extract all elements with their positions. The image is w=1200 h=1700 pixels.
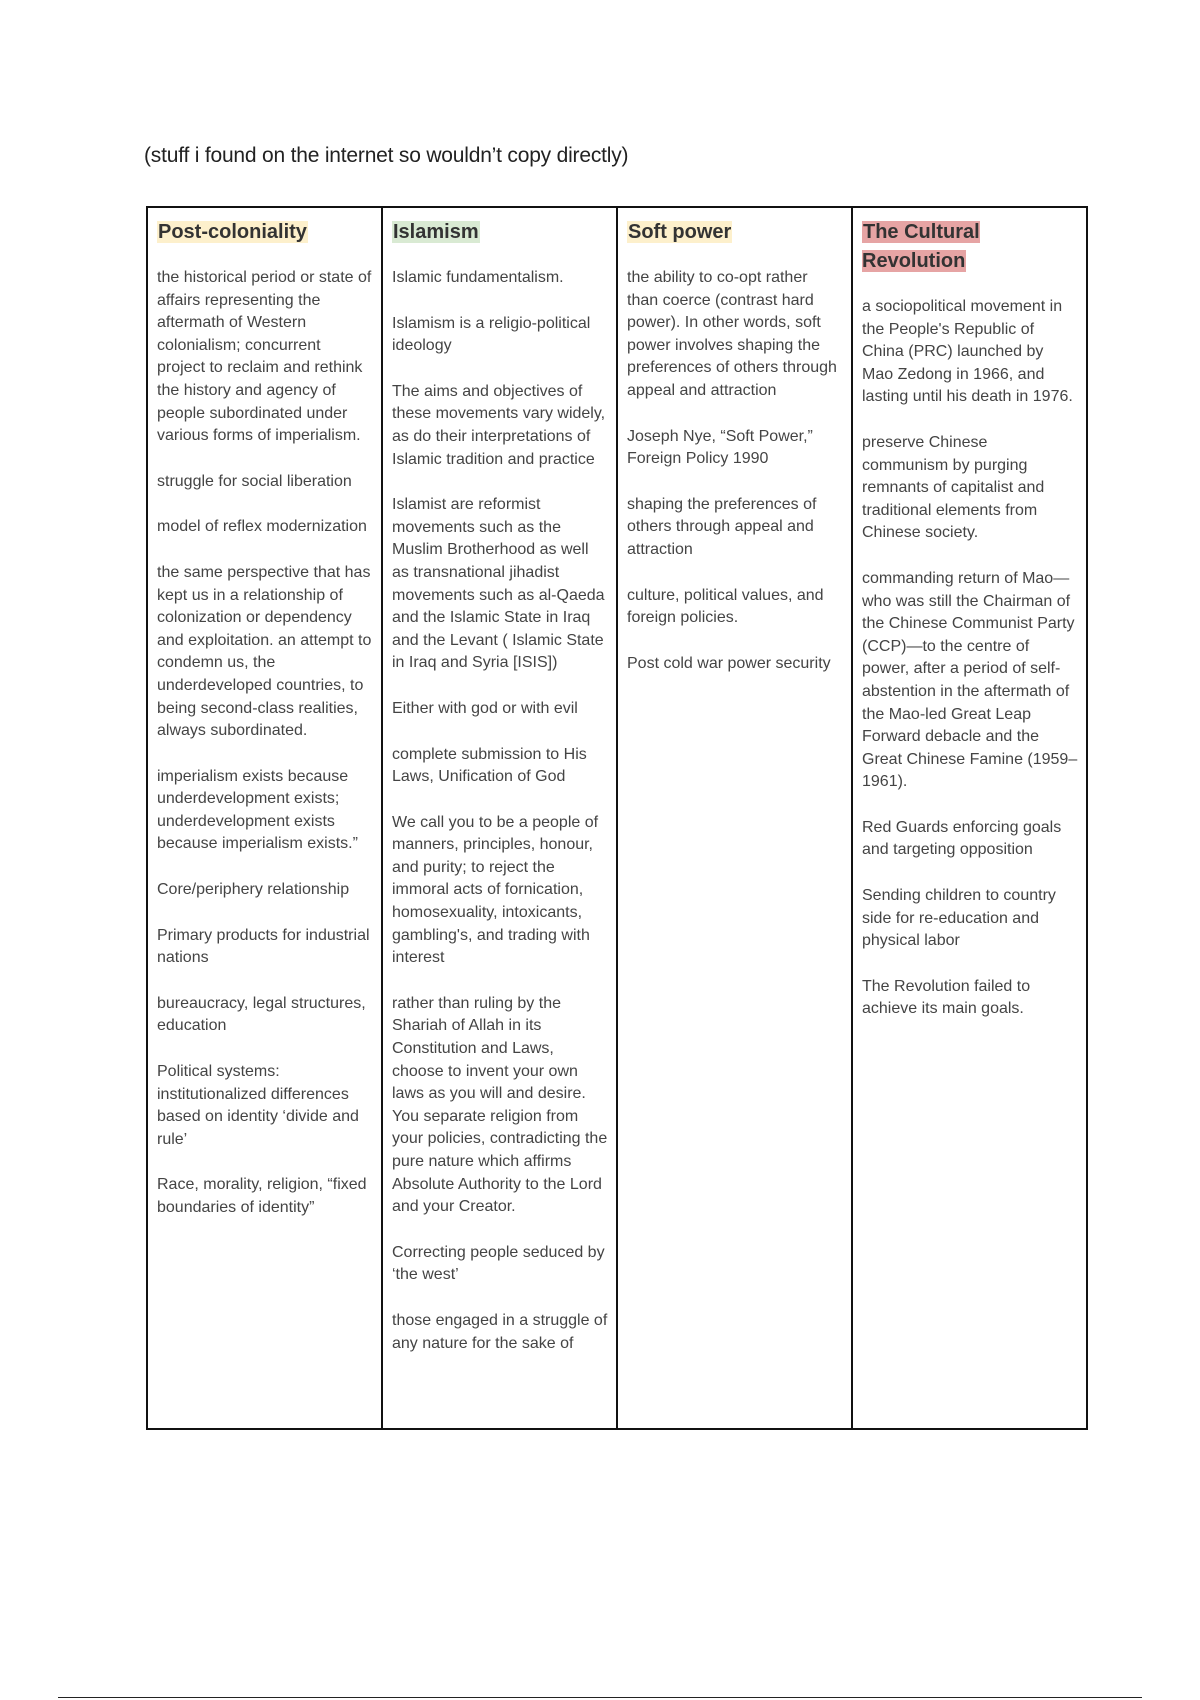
note-item: We call you to be a people of manners, principles, honour, and purity; to reject the immoral acts of fornication, homosexuality, intoxicants, gambling's, and trading with interest bbox=[392, 813, 599, 967]
notes-list bbox=[157, 267, 373, 1220]
note-item: bureaucracy, legal structures, education bbox=[157, 994, 366, 1035]
note-item: model of reflex modernization bbox=[157, 518, 367, 536]
page-bottom-rule bbox=[58, 1697, 1142, 1698]
note-item: a sociopolitical movement in the People's Republic of China (PRC) launched by Mao Zedong in 1966, and lasting until his death in 1976. bbox=[862, 298, 1073, 406]
note-item: The Revolution failed to achieve its main goals. bbox=[862, 977, 1031, 1018]
note-item: Joseph Nye, “Soft Power,” Foreign Policy 1990 bbox=[627, 427, 813, 468]
notes-list bbox=[627, 267, 843, 675]
note-item: shaping the preferences of others through appeal and attraction bbox=[627, 495, 817, 558]
note-item: commanding return of Mao—who was still the Chairman of the Chinese Communist Party (CCP)—to the centre of power, after a period of self-abstention in the aftermath of the Mao-led Great Leap Forward debacle and the Great Chinese Famine (1959–1961). bbox=[862, 569, 1078, 791]
note-item: imperialism exists because underdevelopment exists; underdevelopment exists because imperialism exists.” bbox=[157, 767, 358, 853]
column-title-soft-power: Soft power bbox=[628, 221, 732, 243]
column-title-islamism: Islamism bbox=[393, 221, 479, 243]
column-title-cultural-revolution: The Cultural Revolution bbox=[862, 221, 980, 272]
column-cultural-revolution bbox=[852, 207, 1087, 1429]
note-item: Core/periphery relationship bbox=[157, 881, 350, 899]
note-item: The aims and objectives of these movements vary widely, as do their interpretations of Islamic tradition and practice bbox=[392, 382, 606, 468]
note-item: Correcting people seduced by ‘the west’ bbox=[392, 1243, 605, 1284]
note-item: Political systems: institutionalized differences based on identity ‘divide and rule’ bbox=[157, 1063, 359, 1148]
notes-list bbox=[392, 267, 608, 1355]
column-soft-power bbox=[617, 207, 852, 1429]
note-item: the historical period or state of affairs representing the aftermath of Western colonialism; concurrent project to reclaim and rethink the history and agency of people subordinated under various forms of imperialism. bbox=[157, 269, 372, 445]
note-item: Islamist are reformist movements such as the Muslim Brotherhood as well as transnational jihadist movements such as al-Qaeda and the Islamic State in Iraq and the Levant ( Islamic State in Iraq and Syria [ISIS]) bbox=[392, 496, 605, 672]
column-islamism bbox=[382, 207, 617, 1429]
note-item: those engaged in a struggle of any nature for the sake of bbox=[392, 1311, 608, 1352]
note-item: the same perspective that has kept us in a relationship of colonization or dependency and exploitation. an attempt to condemn us, the underdeveloped countries, to being second-class realities, always subordinated. bbox=[157, 563, 372, 740]
table-row bbox=[147, 207, 1087, 1429]
note-item: struggle for social liberation bbox=[157, 472, 352, 490]
note-item: complete submission to His Laws, Unification of God bbox=[392, 745, 587, 786]
note-item: Islamic fundamentalism. bbox=[392, 269, 564, 286]
column-post-coloniality bbox=[147, 207, 382, 1429]
note-item: preserve Chinese communism by purging remnants of capitalist and traditional elements from Chinese society. bbox=[862, 433, 1045, 542]
note-item: rather than ruling by the Shariah of Allah in its Constitution and Laws, choose to invent your own laws as you will and desire. You separate religion from your policies, contradicting the pure nature which affirms Absolute Authority to the Lord and your Creator. bbox=[392, 994, 608, 1216]
note-item: the ability to co-opt rather than coerce (contrast hard power). In other words, soft power involves shaping the preferences of others through appeal and attraction bbox=[627, 269, 837, 399]
intro-note: (stuff i found on the internet so wouldn’t copy directly) bbox=[144, 144, 629, 167]
note-item: Red Guards enforcing goals and targeting opposition bbox=[862, 818, 1062, 859]
note-item: Sending children to country side for re-education and physical labor bbox=[862, 887, 1056, 950]
note-item: Primary products for industrial nations bbox=[157, 926, 370, 967]
note-item: Race, morality, religion, “fixed boundaries of identity” bbox=[157, 1176, 367, 1216]
note-item: Post cold war power security bbox=[627, 654, 831, 672]
note-item: Islamism is a religio-political ideology bbox=[392, 314, 591, 355]
notes-list bbox=[862, 296, 1078, 1021]
column-title-post-coloniality: Post-coloniality bbox=[158, 221, 307, 243]
note-item: culture, political values, and foreign policies. bbox=[627, 586, 824, 627]
notes-table bbox=[146, 206, 1088, 1430]
note-item: Either with god or with evil bbox=[392, 699, 578, 717]
